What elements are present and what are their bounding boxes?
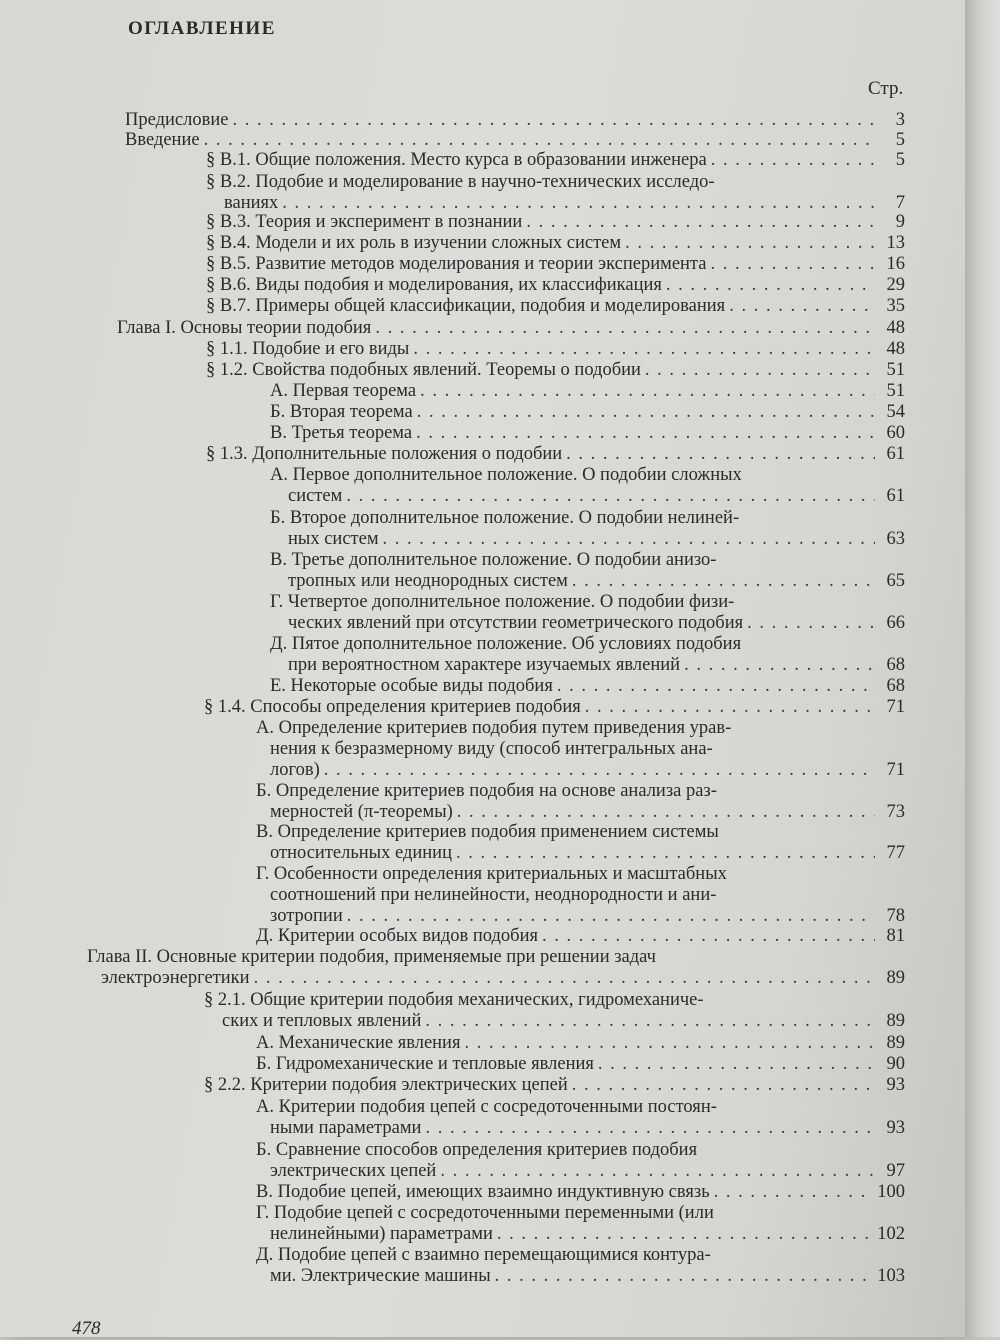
toc-page-number: 89 (886, 1011, 905, 1031)
toc-page-number: 16 (886, 254, 905, 274)
leader-dots (710, 254, 875, 275)
toc-entry-title: Б. Гидромеханические и тепловые явления (256, 1054, 594, 1074)
toc-entry[interactable] (270, 592, 905, 634)
leader-dots (456, 843, 875, 864)
toc-entry[interactable] (204, 1075, 905, 1096)
toc-entry-title: § 1.1. Подобие и его виды (206, 339, 410, 359)
toc-entry[interactable] (256, 718, 905, 781)
toc-page-number: 48 (886, 318, 905, 338)
toc-entry[interactable] (256, 864, 905, 927)
toc-entry-title: А. Критерии подобия цепей с сосредоточенными постоян- (256, 1097, 717, 1117)
leader-dots (497, 1224, 873, 1245)
toc-entry-title: Е. Некоторые особые виды подобия (270, 676, 553, 696)
leader-dots (324, 760, 875, 781)
toc-page-number: 89 (886, 968, 905, 988)
toc-entry-title: зотропии (270, 906, 343, 926)
leader-dots (347, 906, 875, 927)
toc-entry[interactable] (206, 150, 905, 171)
toc-page-number: 48 (886, 339, 905, 359)
leader-dots (425, 1011, 875, 1032)
leader-dots (413, 339, 875, 360)
toc-entry-title: § В.6. Виды подобия и моделирования, их классификация (206, 275, 662, 295)
toc-entry-title: электрических цепей (270, 1161, 437, 1181)
leader-dots (714, 1182, 874, 1203)
leader-dots (420, 381, 875, 402)
toc-page-number: 5 (895, 130, 905, 150)
toc-entry[interactable] (256, 781, 905, 823)
leader-dots (666, 275, 875, 296)
toc-entry-title: § В.7. Примеры общей классификации, подобия и моделирования (206, 296, 726, 316)
toc-entry-title: § 2.1. Общие критерии подобия механических, гидромеханиче- (204, 990, 704, 1010)
toc-page-number: 54 (886, 402, 905, 422)
toc-entry-title: относительных единиц (270, 843, 452, 863)
toc-entry-title: А. Первая теорема (270, 381, 417, 401)
toc-entry[interactable] (206, 233, 905, 254)
toc-entry-title: мерностей (π-теоремы) (270, 802, 453, 822)
leader-dots (684, 655, 875, 676)
toc-entry[interactable] (117, 318, 905, 339)
toc-page-number: 9 (895, 212, 905, 232)
toc-entry-title: А. Первое дополнительное положение. О подобии сложных (270, 465, 742, 485)
leader-dots (566, 444, 875, 465)
leader-dots (346, 486, 875, 507)
toc-page-number: 61 (886, 486, 905, 506)
leader-dots (457, 802, 875, 823)
toc-page-number: 51 (886, 360, 905, 380)
leader-dots (416, 423, 875, 444)
toc-entry-title: В. Определение критериев подобия применением системы (256, 822, 719, 842)
toc-entry[interactable] (206, 172, 905, 214)
toc-entry-title: электроэнергетики (101, 968, 250, 988)
toc-entry-title: § 1.2. Свойства подобных явлений. Теоремы о подобии (206, 360, 641, 380)
leader-dots (282, 193, 875, 214)
leader-dots (417, 402, 875, 423)
toc-entry-title: § В.2. Подобие и моделирование в научно-технических исследо- (206, 172, 715, 192)
leader-dots (464, 1033, 875, 1054)
toc-entry[interactable] (256, 1054, 905, 1075)
page-column-label: Стр. (868, 78, 904, 99)
toc-entry-title: Д. Подобие цепей с взаимно перемещающимися контура- (256, 1245, 711, 1265)
toc-entry[interactable] (204, 990, 905, 1032)
toc-entry[interactable] (204, 697, 905, 718)
toc-entry[interactable] (206, 360, 905, 381)
toc-entry[interactable] (87, 947, 905, 989)
toc-entry-title: Б. Определение критериев подобия на основе анализа раз- (256, 781, 717, 801)
toc-page-number: 51 (886, 381, 905, 401)
toc-entry[interactable] (206, 275, 905, 296)
toc-heading: ОГЛАВЛЕНИЕ (128, 18, 276, 39)
toc-entry[interactable] (270, 676, 905, 697)
leader-dots (526, 212, 875, 233)
leader-dots (254, 968, 875, 989)
leader-dots (375, 318, 875, 339)
toc-entry-title: § В.3. Теория и эксперимент в познании (206, 212, 523, 232)
leader-dots (729, 296, 875, 317)
toc-page-number: 68 (886, 676, 905, 696)
toc-entry[interactable] (256, 1033, 905, 1054)
toc-entry-title: § В.4. Модели и их роль в изучении сложных систем (206, 233, 622, 253)
leader-dots (383, 529, 875, 550)
toc-entry-title: А. Механические явления (256, 1033, 461, 1053)
leader-dots (495, 1266, 874, 1287)
leader-dots (711, 150, 875, 171)
toc-page-number: 7 (895, 193, 905, 213)
toc-entry-title: В. Третья теорема (270, 423, 413, 443)
toc-page-number: 90 (886, 1054, 905, 1074)
toc-page-number: 71 (886, 697, 905, 717)
leader-dots (625, 233, 875, 254)
toc-entry-title: Г. Особенности определения критериальных и масштабных (256, 864, 727, 884)
toc-entry[interactable] (206, 212, 905, 233)
toc-entry[interactable] (256, 1097, 905, 1139)
leader-dots (747, 613, 875, 634)
toc-page-number: 73 (886, 802, 905, 822)
toc-page-number: 61 (886, 444, 905, 464)
toc-entry[interactable] (256, 1140, 905, 1182)
toc-page-number: 93 (886, 1075, 905, 1095)
leader-dots (425, 1118, 875, 1139)
toc-entry-title: соотношений при нелинейности, неоднородности и ани- (270, 885, 717, 905)
toc-page-number: 66 (886, 613, 905, 633)
page-number: 478 (72, 1318, 101, 1339)
toc-entry[interactable] (270, 508, 905, 550)
toc-entry-title: ных систем (288, 529, 379, 549)
toc-page-number: 97 (886, 1161, 905, 1181)
toc-entry-title: В. Третье дополнительное положение. О подобии анизо- (270, 550, 717, 570)
toc-page-number: 60 (886, 423, 905, 443)
toc-entry-title: Введение (125, 130, 200, 150)
toc-entry[interactable] (270, 381, 905, 402)
toc-entry[interactable] (125, 110, 905, 131)
toc-entry-title: при вероятностном характере изучаемых явлений (288, 655, 681, 675)
leader-dots (542, 926, 875, 947)
toc-entry-title: Г. Подобие цепей с сосредоточенными переменными (или (256, 1203, 714, 1223)
toc-page-number: 100 (877, 1182, 905, 1202)
toc-entry[interactable] (125, 130, 905, 151)
toc-entry-title: Г. Четвертое дополнительное положение. О подобии физи- (270, 592, 735, 612)
toc-page-number: 13 (886, 233, 905, 253)
toc-page-number: 102 (877, 1224, 905, 1244)
toc-entry[interactable] (256, 1245, 905, 1287)
toc-entry-title: нелинейными) параметрами (270, 1224, 493, 1244)
toc-page-number: 71 (886, 760, 905, 780)
toc-page-number: 65 (886, 571, 905, 591)
toc-entry[interactable] (256, 1203, 905, 1245)
toc-entry-title: Б. Второе дополнительное положение. О подобии нелиней- (270, 508, 740, 528)
toc-page-number: 78 (886, 906, 905, 926)
toc-entry[interactable] (206, 296, 905, 317)
page-edge (965, 0, 1000, 1337)
toc-entry[interactable] (270, 465, 905, 507)
toc-entry-title: логов) (270, 760, 320, 780)
toc-entry[interactable] (256, 1182, 905, 1203)
toc-entry-title: Д. Критерии особых видов подобия (256, 926, 538, 946)
toc-entry[interactable] (270, 550, 905, 592)
toc-page-number: 81 (886, 926, 905, 946)
toc-page-number: 93 (886, 1118, 905, 1138)
toc-entry-title: Предисловие (125, 110, 229, 130)
toc-entry-title: ческих явлений при отсутствии геометрического подобия (288, 613, 744, 633)
leader-dots (440, 1161, 875, 1182)
toc-entry[interactable] (270, 402, 905, 423)
toc-page-number: 29 (886, 275, 905, 295)
toc-page-number: 103 (877, 1266, 905, 1286)
leader-dots (204, 130, 875, 151)
leader-dots (572, 571, 875, 592)
toc-entry-title: Глава I. Основы теории подобия (117, 318, 372, 338)
toc-entry-title: ными параметрами (270, 1118, 422, 1138)
toc-entry-title: § 1.3. Дополнительные положения о подобии (206, 444, 563, 464)
toc-entry-title: ских и тепловых явлений (222, 1011, 422, 1031)
toc-entry-title: В. Подобие цепей, имеющих взаимно индуктивную связь (256, 1182, 710, 1202)
leader-dots (598, 1054, 875, 1075)
toc-entry-title: ми. Электрические машины (270, 1266, 491, 1286)
toc-entry-title: Глава II. Основные критерии подобия, применяемые при решении задач (87, 947, 656, 967)
toc-entry-title: § 1.4. Способы определения критериев подобия (204, 697, 581, 717)
toc-page-number: 35 (886, 296, 905, 316)
toc-entry-title: систем (288, 486, 343, 506)
toc-entry[interactable] (206, 254, 905, 275)
toc-entry-title: § 2.2. Критерии подобия электрических цепей (204, 1075, 568, 1095)
toc-page-number: 89 (886, 1033, 905, 1053)
toc-page-number: 63 (886, 529, 905, 549)
toc-entry-title: Д. Пятое дополнительное положение. Об условиях подобия (270, 634, 742, 654)
toc-entry-title: § В.5. Развитие методов моделирования и теории эксперимента (206, 254, 707, 274)
toc-entry[interactable] (256, 926, 905, 947)
toc-entry-title: Б. Сравнение способов определения критериев подобия (256, 1140, 698, 1160)
toc-page-number: 3 (895, 110, 905, 130)
toc-page-number: 68 (886, 655, 905, 675)
toc-entry-title: ваниях (224, 193, 279, 213)
toc-entry[interactable] (206, 444, 905, 465)
toc-entry[interactable] (206, 339, 905, 360)
toc-entry[interactable] (256, 822, 905, 864)
leader-dots (557, 676, 875, 697)
leader-dots (645, 360, 875, 381)
toc-entry-title: А. Определение критериев подобия путем приведения урав- (256, 718, 732, 738)
toc-entry-title: § В.1. Общие положения. Место курса в образовании инженера (206, 150, 707, 170)
toc-entry-title: тропных или неоднородных систем (288, 571, 568, 591)
toc-entry[interactable] (270, 634, 905, 676)
toc-page-number: 5 (895, 150, 905, 170)
leader-dots (572, 1075, 875, 1096)
toc-entry-title: нения к безразмерному виду (способ интегральных ана- (270, 739, 713, 759)
toc-entry[interactable] (270, 423, 905, 444)
leader-dots (232, 110, 875, 131)
leader-dots (585, 697, 875, 718)
toc-entry-title: Б. Вторая теорема (270, 402, 413, 422)
toc-page-number: 77 (886, 843, 905, 863)
